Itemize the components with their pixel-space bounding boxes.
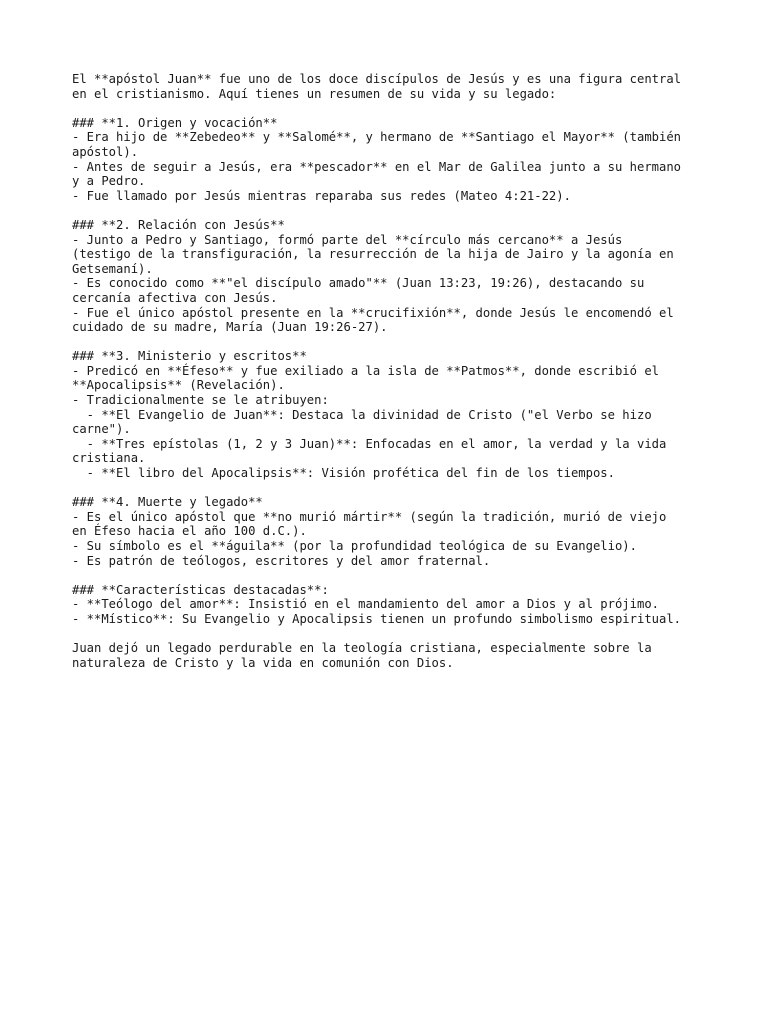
section-heading: ### **4. Muerte y legado** [72, 495, 263, 510]
text-line: - Es el único apóstol que **no murió mártir** (según la tradición, murió de viejo [72, 509, 667, 524]
text-line: cuidado de su madre, María (Juan 19:26-27). [72, 320, 388, 335]
text-line: - Predicó en **Éfeso** y fue exiliado a la isla de **Patmos**, donde escribió el [72, 363, 659, 378]
section-heading: ### **3. Ministerio y escritos** [72, 349, 307, 364]
text-line: - Tradicionalmente se le atribuyen: [72, 393, 329, 408]
text-line: cercanía afectiva con Jesús. [72, 290, 278, 305]
text-line: - **Místico**: Su Evangelio y Apocalipsis tienen un profundo simbolismo espiritual. [72, 611, 682, 626]
conclusion-paragraph [72, 641, 712, 670]
text-line: - **El Evangelio de Juan**: Destaca la divinidad de Cristo ("el Verbo se hizo [72, 407, 652, 422]
text-line: Juan dejó un legado perdurable en la teología cristiana, especialmente sobre la [72, 641, 652, 656]
section-caracteristicas [72, 583, 712, 627]
text-line: naturaleza de Cristo y la vida en comunión con Dios. [72, 655, 454, 670]
section-heading: ### **2. Relación con Jesús** [72, 217, 285, 232]
text-line: - **Tres epístolas (1, 2 y 3 Juan)**: Enfocadas en el amor, la verdad y la vida [72, 436, 667, 451]
text-line: - Antes de seguir a Jesús, era **pescador** en el Mar de Galilea junto a su hermano [72, 159, 682, 174]
blank-line [72, 627, 712, 642]
text-line: - Su símbolo es el **águila** (por la profundidad teológica de su Evangelio). [72, 539, 637, 553]
blank-line [72, 568, 712, 583]
blank-line [72, 481, 712, 496]
section-heading: ### **Características destacadas**: [72, 582, 329, 597]
text-line: - Fue el único apóstol presente en la **crucifixión**, donde Jesús le encomendó el [72, 305, 674, 320]
section-origen [72, 116, 712, 204]
text-line: y a Pedro. [72, 174, 146, 189]
text-line: - **El libro del Apocalipsis**: Visión profética del fin de los tiempos. [72, 466, 615, 481]
text-line: **Apocalipsis** (Revelación). [72, 378, 285, 393]
text-line: - Fue llamado por Jesús mientras reparaba sus redes (Mateo 4:21-22). [72, 188, 571, 203]
text-line: El **apóstol Juan** fue uno de los doce discípulos de Jesús y es una figura central [72, 72, 682, 86]
text-line: - Es patrón de teólogos, escritores y del amor fraternal. [72, 553, 491, 568]
text-line: cristiana. [72, 451, 146, 466]
blank-line [72, 335, 712, 350]
section-heading: ### **1. Origen y vocación** [72, 115, 278, 130]
intro-paragraph [72, 72, 712, 101]
text-line: apóstol). [72, 144, 139, 159]
text-line: en Éfeso hacia el año 100 d.C.). [72, 524, 307, 539]
section-relacion [72, 218, 712, 335]
document-page [72, 72, 712, 670]
section-muerte [72, 495, 712, 568]
text-line: carne"). [72, 422, 131, 437]
blank-line [72, 101, 712, 116]
text-line: Getsemaní). [72, 261, 153, 276]
blank-line [72, 203, 712, 218]
text-line: (testigo de la transfiguración, la resurrección de la hija de Jairo y la agonía en [72, 247, 674, 262]
text-line: - Es conocido como **"el discípulo amado"** (Juan 13:23, 19:26), destacando su [72, 276, 645, 291]
text-line: - Junto a Pedro y Santiago, formó parte del **círculo más cercano** a Jesús [72, 232, 623, 247]
text-line: - Era hijo de **Zebedeo** y **Salomé**, y hermano de **Santiago el Mayor** (también [72, 130, 682, 145]
text-line: - **Teólogo del amor**: Insistió en el mandamiento del amor a Dios y al prójimo. [72, 597, 659, 612]
section-ministerio [72, 349, 712, 480]
text-line: en el cristianismo. Aquí tienes un resumen de su vida y su legado: [72, 86, 557, 101]
